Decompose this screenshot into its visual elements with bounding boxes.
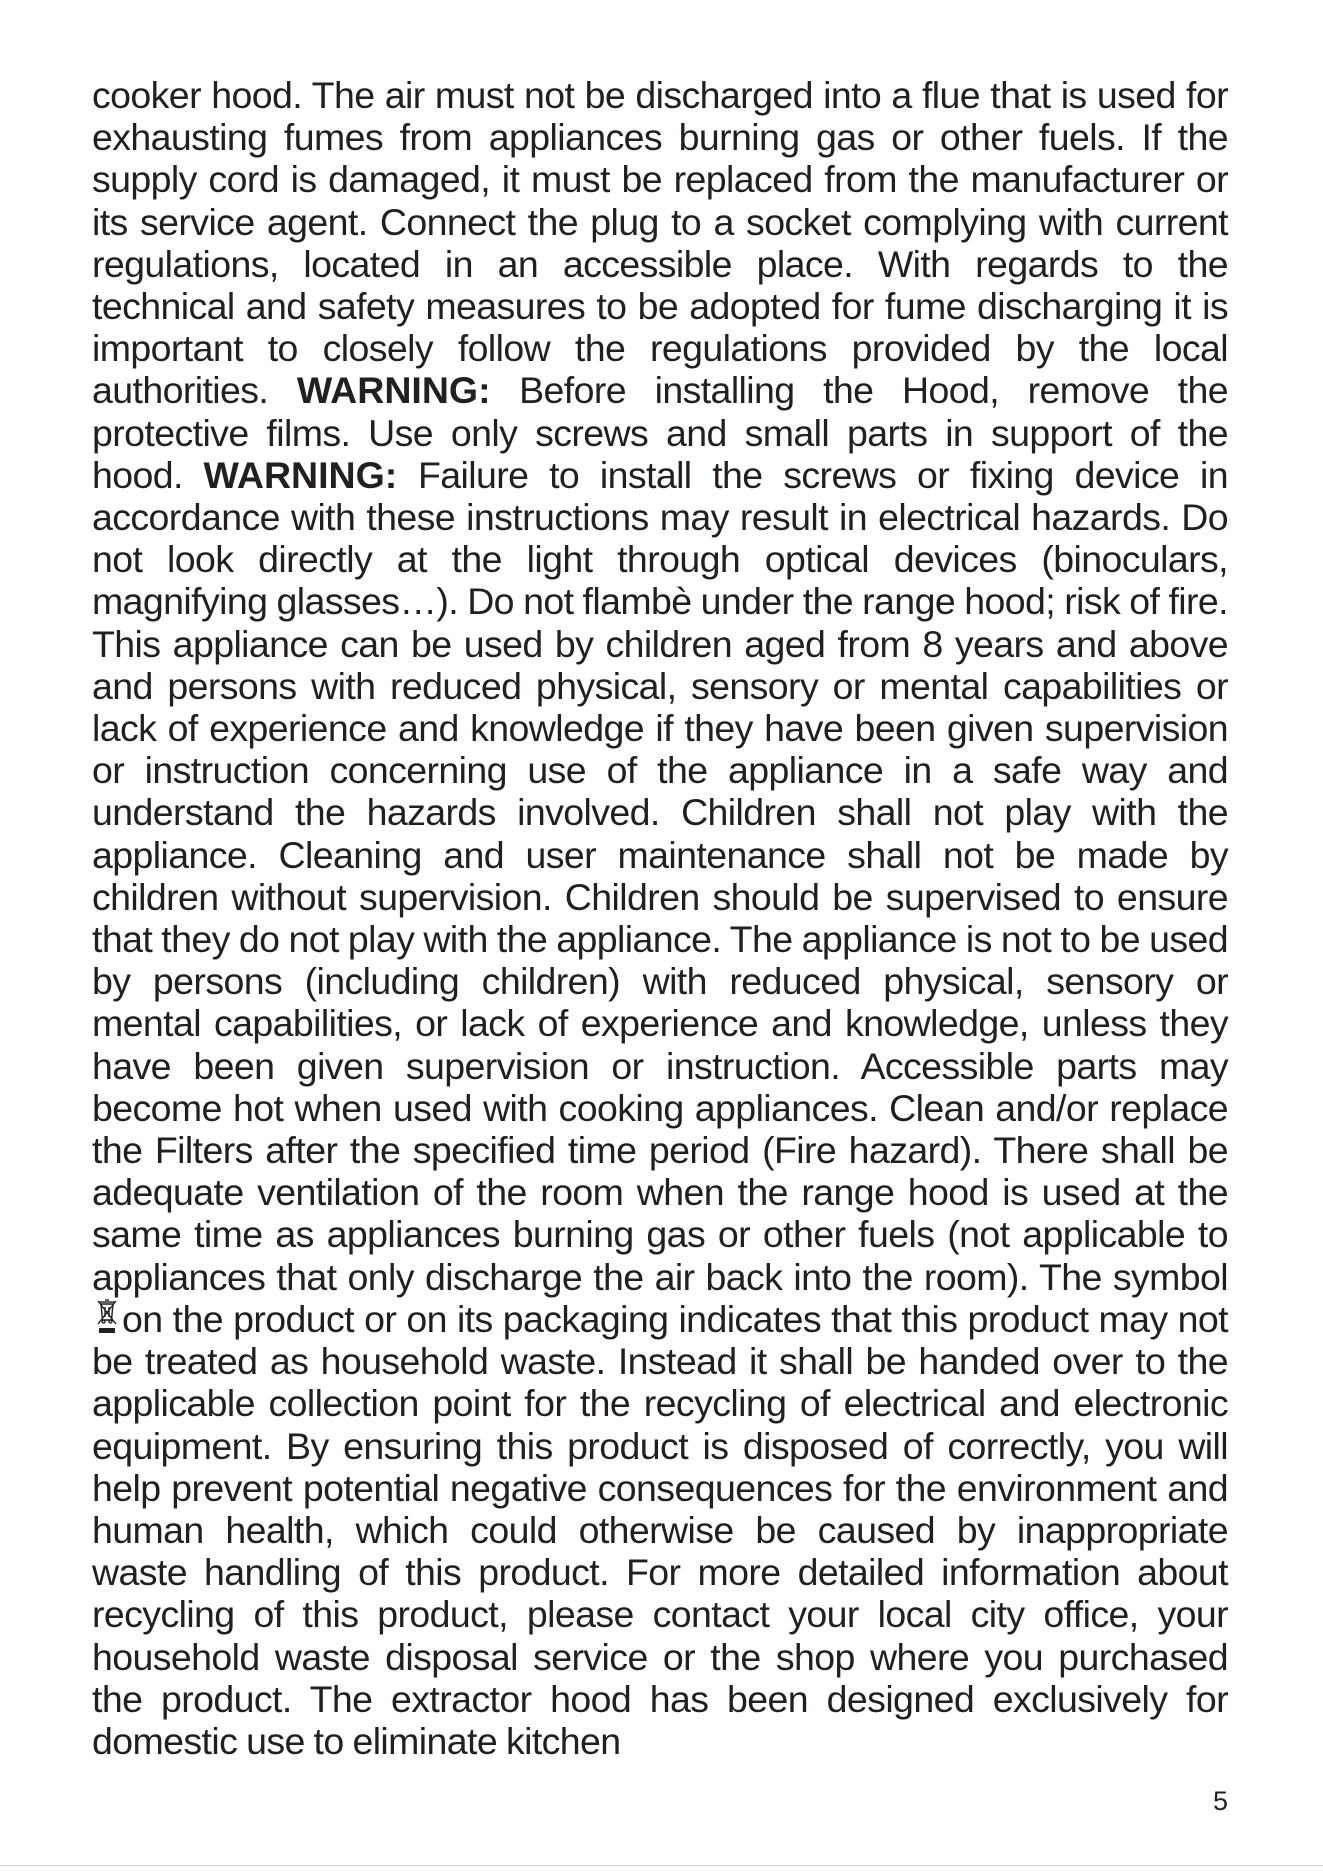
body-text-part-3: Failure to install the screws or fixing device in accordance with these instructions may result in electrical hazards. Do not look directly at the light through optical devices (binoculars, magnifying glasses…). Do not flambè under the range hood; risk of fire. This appliance can be used by children aged from 8 years and above and persons with reduced physical, sensory or mental capabilities or lack of experience and knowledge if they have been given supervision or instruction concerning use of the appliance in a safe way and understand the hazards involved. Children shall not play with the appliance. Cleaning and user maintenance shall not be made by children without supervision. Children should be supervised to ensure that they do not play with the appliance. The appliance is not to be used by persons (including children) with reduced physical, sensory or mental capabilities, or lack of experience and knowledge, unless they have been given supervision or instruction. Accessible parts may become hot when used with cooking appliances. Clean and/or replace the Filters after the specified time period (Fire hazard). There shall be adequate ventilation of the room when the range hood is used at the same time as appliances burning gas or other fuels (not applicable to appliances that only discharge the air back into the room). The symbol — [92, 453, 1228, 1298]
crossed-out-wheelie-bin-icon — [96, 1298, 118, 1338]
warning-label-2: WARNING: — [203, 453, 398, 496]
page-number: 5 — [1212, 1786, 1228, 1816]
body-text-part-2: Before installing the Hood, remove the protective films. Use only screws and small parts in support of the hood. — [92, 369, 1229, 496]
footer-divider — [0, 1865, 1323, 1866]
warning-label-1: WARNING: — [296, 369, 491, 412]
body-text-part-1: cooker hood. The air must not be discharged into a flue that is used for exhausting fumes from appliances burning gas or other fuels. If the supply cord is damaged, it must be replaced from the manufacturer or its service agent. Connect the plug to a socket complying with current regulations, located in an accessible place. With regards to the technical and safety measures to be adopted for fume discharging it is important to closely follow the regulations provided by the local authorities. — [92, 74, 1228, 412]
body-text-part-4: on the product or on its packaging indicates that this product may not be treated as household waste. Instead it shall be handed over to the applicable collection point for the recycling of electrical and electronic equipment. By ensuring this product is disposed of correctly, you will help prevent potential negative consequences for the environment and human health, which could otherwise be caused by inappropriate waste handling of this product. For more detailed information about recycling of this product, please contact your local city office, your household waste disposal service or the shop where you purchased the product. The extractor hood has been designed exclusively for domestic use to eliminate kitchen — [92, 1297, 1228, 1762]
body-text — [92, 74, 1228, 1762]
